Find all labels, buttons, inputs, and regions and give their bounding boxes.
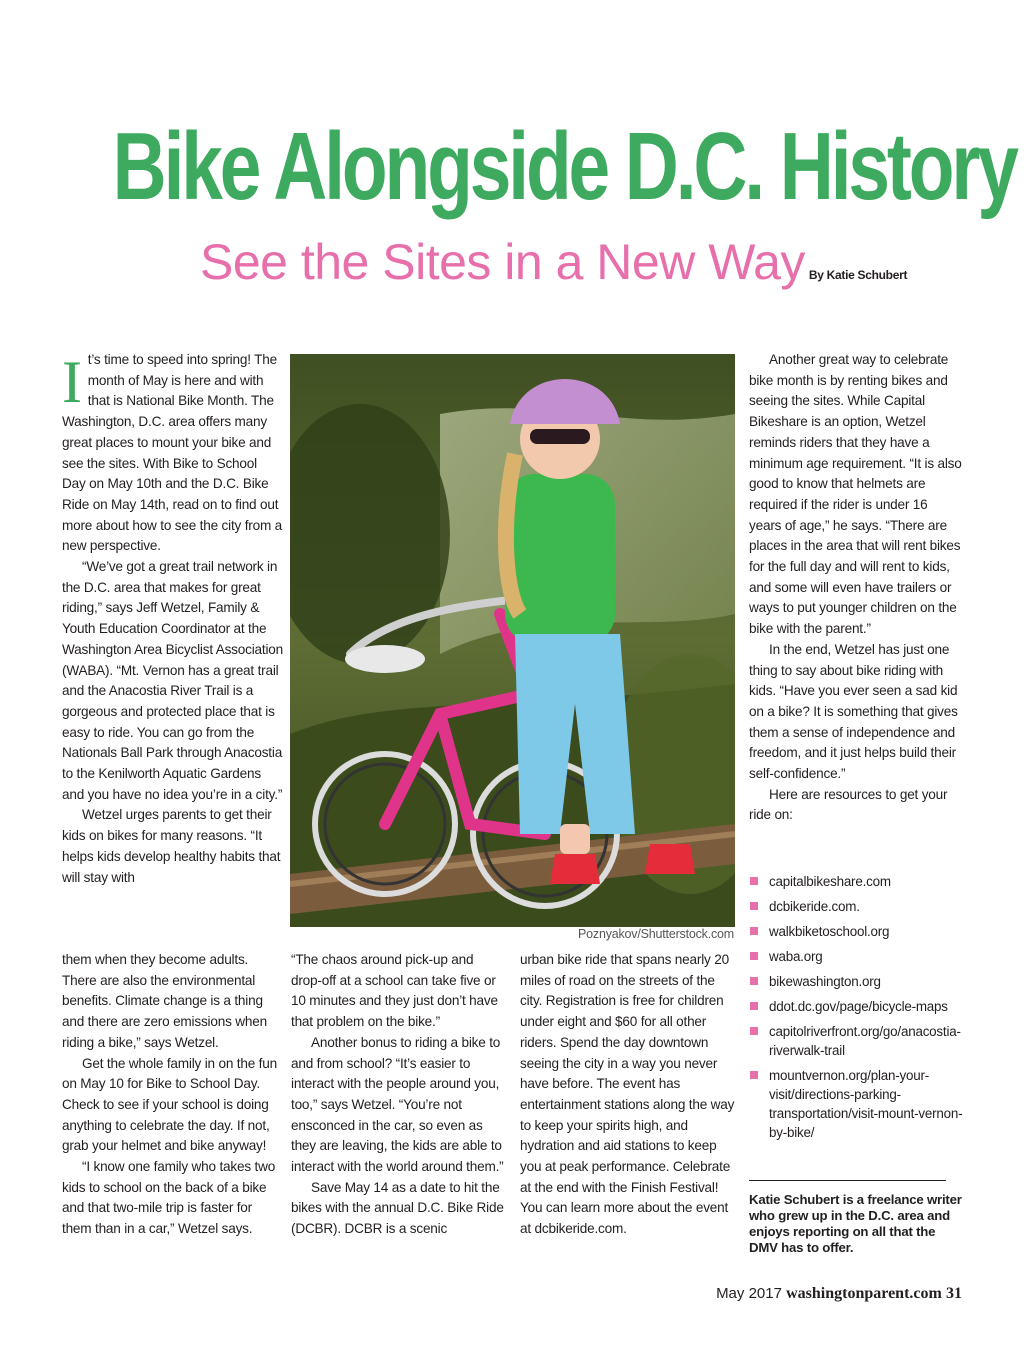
- resource-link: waba.org: [769, 949, 823, 964]
- bullet-square-icon: [750, 952, 758, 960]
- paragraph-another-bonus: Another bonus to riding a bike to and from school? “It’s easier to interact with the people around you, too,” says Wetzel. “You’re not ensconced in the car, so even as they are leaving, the kids are able to interact with the world around them.”: [291, 1034, 504, 1175]
- resource-item: [749, 1022, 963, 1060]
- resource-list: [749, 872, 963, 1148]
- headline: Bike Alongside D.C. History: [112, 113, 1016, 220]
- subhead: See the Sites in a New Way: [200, 234, 805, 290]
- page-number: 31: [946, 1285, 962, 1302]
- bullet-square-icon: [750, 1002, 758, 1010]
- paragraph-bike-to-school: Get the whole family in on the fun on May 10 for Bike to School Day. Check to see if your school is doing anything to celebrate the day. If not, grab your helmet and bike anyway!: [62, 1055, 277, 1154]
- bullet-square-icon: [750, 902, 758, 910]
- photo-illustration: [290, 354, 735, 927]
- resource-link: capitolriverfront.org/go/anacostia-riverwalk-trail: [769, 1024, 961, 1058]
- paragraph-trail-network: “We’ve got a great trail network in the D.C. area that makes for great riding,” says Jeff Wetzel, Family & Youth Education Coordinator at the Washington Area Bicyclist Association (WABA). “Mt. Vernon has a great trail and the Anacostia River Trail is a gorgeous and protected place that is easy to ride. You can go from the Nationals Ball Park through Anacostia to the Kenilworth Aquatic Gardens and you have no idea you’re in a city.”: [62, 559, 284, 802]
- author-bio: Katie Schubert is a freelance writer who grew up in the D.C. area and enjoys reporting on all that the DMV has to offer.: [749, 1192, 962, 1255]
- divider: [749, 1180, 946, 1181]
- column-4: [749, 350, 963, 826]
- resource-link: mountvernon.org/plan-your-visit/directions-parking-transportation/visit-mount-vernon-by-bike/: [769, 1068, 963, 1140]
- resource-link: ddot.dc.gov/page/bicycle-maps: [769, 999, 948, 1014]
- bullet-square-icon: [750, 877, 758, 885]
- resource-link: walkbiketoschool.org: [769, 924, 890, 939]
- resource-link: bikewashington.org: [769, 974, 881, 989]
- column-1-top: [62, 350, 284, 888]
- resource-item: [749, 997, 963, 1016]
- column-1-bottom: [62, 950, 284, 1240]
- bullet-square-icon: [750, 977, 758, 985]
- resource-item: [749, 972, 963, 991]
- resource-item: [749, 1066, 963, 1142]
- resource-item: [749, 922, 963, 941]
- paragraph-resources-intro: Here are resources to get your ride on:: [749, 786, 948, 823]
- photo-girl-with-bike: [290, 354, 735, 927]
- subhead-block: [200, 232, 907, 292]
- bullet-square-icon: [750, 1027, 758, 1035]
- resource-item: [749, 897, 963, 916]
- intro-paragraph: t’s time to speed into spring! The month of May is here and with that is National Bike Month. The Washington, D.C. area offers many great places to mount your bike and see the sites. With Bike to School Day on May 10th and the D.C. Bike Ride on May 14th, read on to find out more about how to see the city from a new perspective.: [62, 352, 283, 554]
- paragraph-healthy-habits-end: them when they become adults. There are also the environmental benefits. Climate change is a thing and there are zero emissions when riding a bike,” says Wetzel.: [62, 952, 267, 1050]
- paragraph-healthy-habits-start: Wetzel urges parents to get their kids on bikes for many reasons. “It helps kids develop healthy habits that will stay with: [62, 807, 281, 885]
- paragraph-sad-kid: In the end, Wetzel has just one thing to say about bike riding with kids. “Have you ever seen a sad kid on a bike? It is something that gives them a sense of independence and freedom, and it just helps build their self-confidence.”: [749, 641, 958, 782]
- resource-item: [749, 872, 963, 891]
- footer-issue: May 2017: [716, 1285, 782, 1302]
- column-3: [520, 950, 736, 1240]
- page-footer: [560, 1285, 962, 1303]
- resource-item: [749, 947, 963, 966]
- column-2: [291, 950, 507, 1240]
- paragraph-urban-ride: urban bike ride that spans nearly 20 miles of road on the streets of the city. Registration is free for children under eight and $60 for all other riders. Spend the day downtown seeing the city in a way you never have before. The event has entertainment stations along the way to keep your spirits high, and hydration and aid stations to keep you at peak performance. Celebrate at the end with the Finish Festival! You can learn more about the event at dcbikeride.com.: [520, 952, 735, 1237]
- bullet-square-icon: [750, 1071, 758, 1079]
- paragraph-renting-bikes: Another great way to celebrate bike month is by renting bikes and seeing the sites. While Capital Bikeshare is an option, Wetzel reminds riders that they have a minimum age requirement. “It is also good to know that helmets are required if the rider is under 16 years of age,” he says. “There are places in the area that will rent bikes for the full day and will rent to kids, and some will even have trailers or ways to put younger children on the bike with the parent.”: [749, 352, 962, 637]
- byline: By Katie Schubert: [808, 268, 908, 282]
- paragraph-chaos: “The chaos around pick-up and drop-off at a school can take five or 10 minutes and they just don’t have that problem on the bike.”: [291, 952, 498, 1030]
- resource-link: dcbikeride.com.: [769, 899, 860, 914]
- resource-link: capitalbikeshare.com: [769, 874, 891, 889]
- bullet-square-icon: [750, 927, 758, 935]
- paragraph-two-kids: “I know one family who takes two kids to school on the back of a bike and that two-mile trip is faster for them than in a car,” Wetzel says.: [62, 1159, 276, 1237]
- paragraph-save-may-14: Save May 14 as a date to hit the bikes with the annual D.C. Bike Ride (DCBR). DCBR is a scenic: [291, 1179, 504, 1237]
- photo-credit: Poznyakov/Shutterstock.com: [578, 927, 734, 941]
- footer-site: washingtonparent.com: [786, 1285, 942, 1302]
- drop-cap: I: [62, 349, 82, 415]
